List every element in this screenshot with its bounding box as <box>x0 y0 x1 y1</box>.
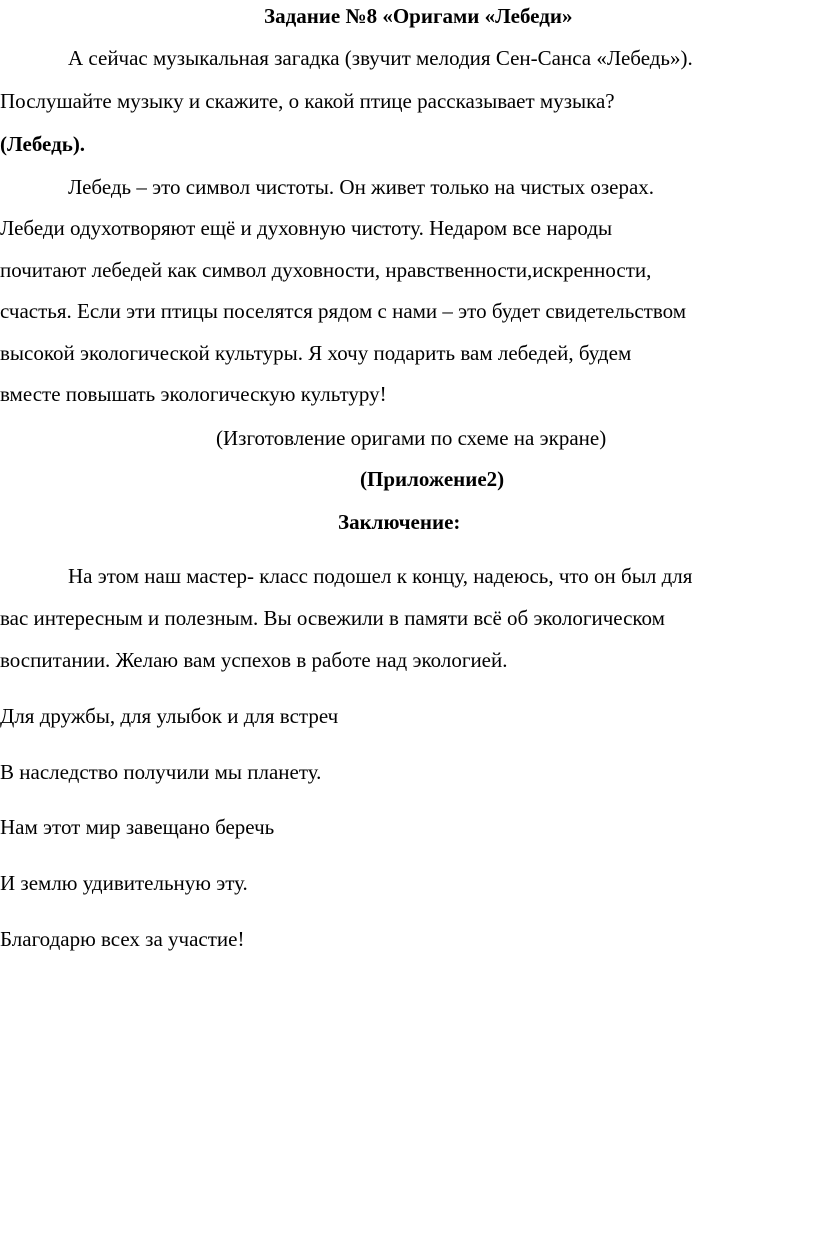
swan-paragraph-line: счастья. Если эти птицы поселятся рядом с нами – это будет свидетельством <box>0 299 687 323</box>
poem-line: Нам этот мир завещано беречь <box>0 815 275 839</box>
appendix-label: (Приложение2) <box>360 467 505 491</box>
intro-line-1: А сейчас музыкальная загадка (звучит мелодия Сен-Санса «Лебедь»). <box>68 46 693 70</box>
swan-paragraph-line: высокой экологической культуры. Я хочу подарить вам лебедей, будем <box>0 341 632 365</box>
swan-paragraph-line: Лебеди одухотворяют ещё и духовную чистоту. Недаром все народы <box>0 216 613 240</box>
swan-paragraph-line: вместе повышать экологическую культуру! <box>0 382 387 406</box>
conclusion-line: На этом наш мастер- класс подошел к концу, надеюсь, что он был для <box>68 564 693 588</box>
task-title: Задание №8 «Оригами «Лебеди» <box>264 4 573 28</box>
intro-line-2: Послушайте музыку и скажите, о какой птице рассказывает музыка? <box>0 89 615 113</box>
thanks-line: Благодарю всех за участие! <box>0 927 245 951</box>
poem-line: Для дружбы, для улыбок и для встреч <box>0 704 339 728</box>
intro-answer: (Лебедь). <box>0 132 86 156</box>
poem-line: И землю удивительную эту. <box>0 871 248 895</box>
conclusion-line: вас интересным и полезным. Вы освежили в памяти всё об экологическом <box>0 606 665 630</box>
origami-note: (Изготовление оригами по схеме на экране) <box>216 426 607 450</box>
poem-line: В наследство получили мы планету. <box>0 760 322 784</box>
conclusion-line: воспитании. Желаю вам успехов в работе над экологией. <box>0 648 508 672</box>
swan-paragraph-line: Лебедь – это символ чистоты. Он живет только на чистых озерах. <box>68 175 655 199</box>
swan-paragraph-line: почитают лебедей как символ духовности, нравственности,искренности, <box>0 258 652 282</box>
conclusion-heading: Заключение: <box>338 510 461 534</box>
